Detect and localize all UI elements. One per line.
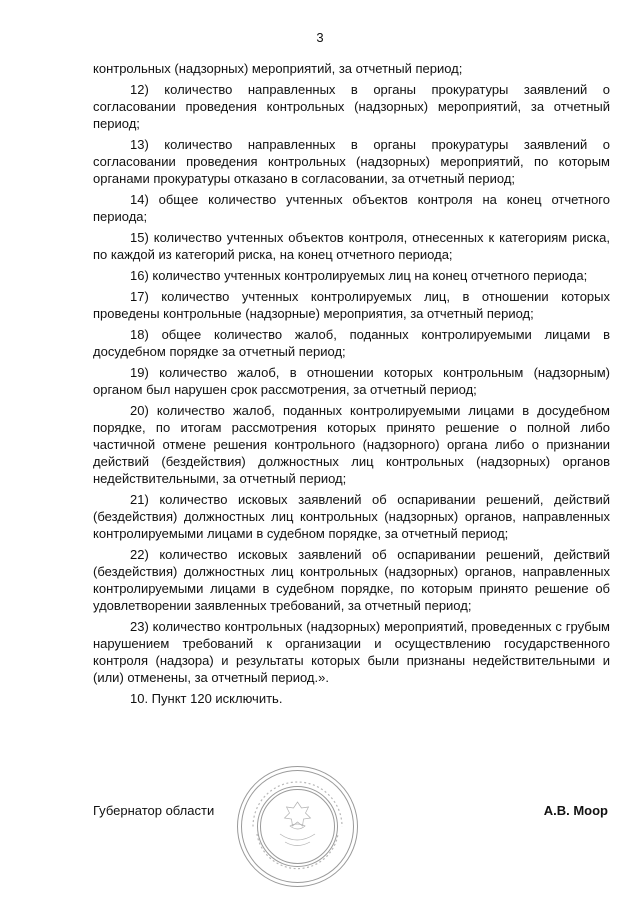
signatory-name: А.В. Моор xyxy=(543,803,608,818)
paragraph-item-19: 19) количество жалоб, в отношении которых контрольным (надзорным) органом был нарушен срок рассмотрения, за отчетный период; xyxy=(93,365,610,397)
paragraph-item-16: 16) количество учтенных контролируемых лиц на конец отчетного периода; xyxy=(130,268,588,283)
paragraph-item-18: 18) общее количество жалоб, поданных контролируемыми лицами в досудебном порядке за отчетный период; xyxy=(93,327,610,359)
document-body xyxy=(93,60,610,711)
paragraph-item-12: 12) количество направленных в органы прокуратуры заявлений о согласовании проведения контрольных (надзорных) мероприятий, за отчетный период; xyxy=(93,82,610,131)
page-number: 3 xyxy=(316,30,324,45)
paragraph-item-23: 23) количество контрольных (надзорных) мероприятий, проведенных с грубым нарушением требований к организации и осуществлению государственного контроля (надзора) и результаты которых были признаны недействительными и (или) отменены, за отчетный период.». xyxy=(93,619,610,685)
paragraph-item-15: 15) количество учтенных объектов контроля, отнесенных к категориям риска, по каждой из категорий риска, на конец отчетного периода; xyxy=(93,230,610,262)
signature-block xyxy=(93,802,610,822)
paragraph-item-21: 21) количество исковых заявлений об оспаривании решений, действий (бездействия) должностных лиц контрольных (надзорных) органов, направленных контролируемыми лицами в судебном порядке, за отчетный период; xyxy=(93,492,610,541)
paragraph-item-22: 22) количество исковых заявлений об оспаривании решений, действий (бездействия) должностных лиц контрольных (надзорных) органов, направленных контролируемыми лицами в судебном порядке, по которым принято решение об удовлетворении заявленных требований, за отчетный период; xyxy=(93,547,610,613)
paragraph-item-17: 17) количество учтенных контролируемых лиц, в отношении которых проведены контрольные (надзорные) мероприятия, за отчетный период; xyxy=(93,289,610,321)
paragraph-item-14: 14) общее количество учтенных объектов контроля на конец отчетного периода; xyxy=(93,192,610,224)
signatory-title: Губернатор области xyxy=(93,803,215,818)
paragraph-point-10: 10. Пункт 120 исключить. xyxy=(130,691,283,706)
paragraph-continuation: контрольных (надзорных) мероприятий, за отчетный период; xyxy=(93,61,463,76)
paragraph-item-13: 13) количество направленных в органы прокуратуры заявлений о согласовании проведения контрольных (надзорных) мероприятий, по которым органами прокуратуры отказано в согласовании, за отчетный период; xyxy=(93,137,610,186)
paragraph-item-20: 20) количество жалоб, поданных контролируемыми лицами в досудебном порядке, по итогам рассмотрения которых принято решение о полной либо частичной отмене решения контрольного (надзорного) органа либо о признании действий (бездействия) должностных лиц контрольных (надзорных) органов недействительными, за отчетный период; xyxy=(93,403,610,486)
official-seal-icon xyxy=(235,764,360,889)
